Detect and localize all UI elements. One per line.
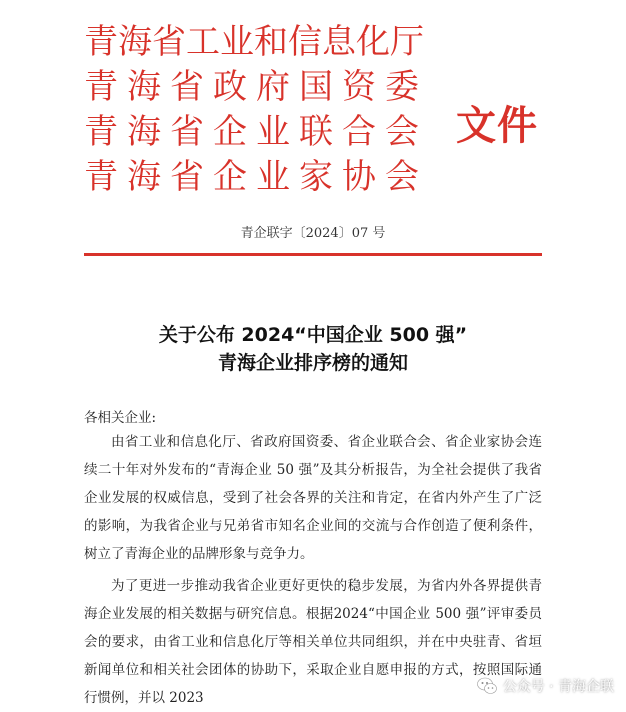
wechat-icon bbox=[477, 677, 497, 695]
wechat-watermark bbox=[477, 676, 614, 696]
issuer-name: 青海省工业和信息化厅 bbox=[84, 22, 424, 62]
salutation: 各相关企业: bbox=[84, 410, 157, 426]
red-divider bbox=[84, 253, 542, 256]
watermark-text: 公众号 · 青海企联 bbox=[502, 679, 614, 695]
document-type-label: 文件 bbox=[456, 103, 538, 149]
issuer-name: 青海省企业联合会 bbox=[84, 112, 428, 152]
document-number: 青企联字〔2024〕07 号 bbox=[240, 226, 386, 241]
body-paragraph: 由省工业和信息化厅、省政府国资委、省企业联合会、省企业家协会连续二十年对外发布的“青海企业 50 强”及其分析报告，为全社会提供了我省企业发展的权威信息，受到了社会各界的关注和肯定，在省内外产生了广泛的影响，为我省企业与兄弟省市知名企业间的交流与合作创造了便利条件，树立了青海企业的品牌形象与竞争力。 bbox=[84, 434, 542, 562]
issuer-name: 青海省企业家协会 bbox=[84, 157, 428, 197]
issuer-block bbox=[84, 20, 464, 200]
notice-title-line-2: 青海企业排序榜的通知 bbox=[217, 352, 408, 374]
notice-title-line-1: 关于公布 2024“中国企业 500 强” bbox=[158, 324, 468, 346]
body-paragraph: 为了更进一步推动我省企业更好更快的稳步发展，为省内外各界提供青海企业发展的相关数据与研究信息。根据2024“中国企业 500 强”评审委员会的要求，由省工业和信息化厅等相关单位共同组织，并在中央驻青、省垣新闻单位和相关社会团体的协助下，采取企业自愿申报的方式，按照国际通行惯例，并以 2023 bbox=[84, 578, 542, 706]
issuer-name: 青海省政府国资委 bbox=[84, 67, 428, 107]
